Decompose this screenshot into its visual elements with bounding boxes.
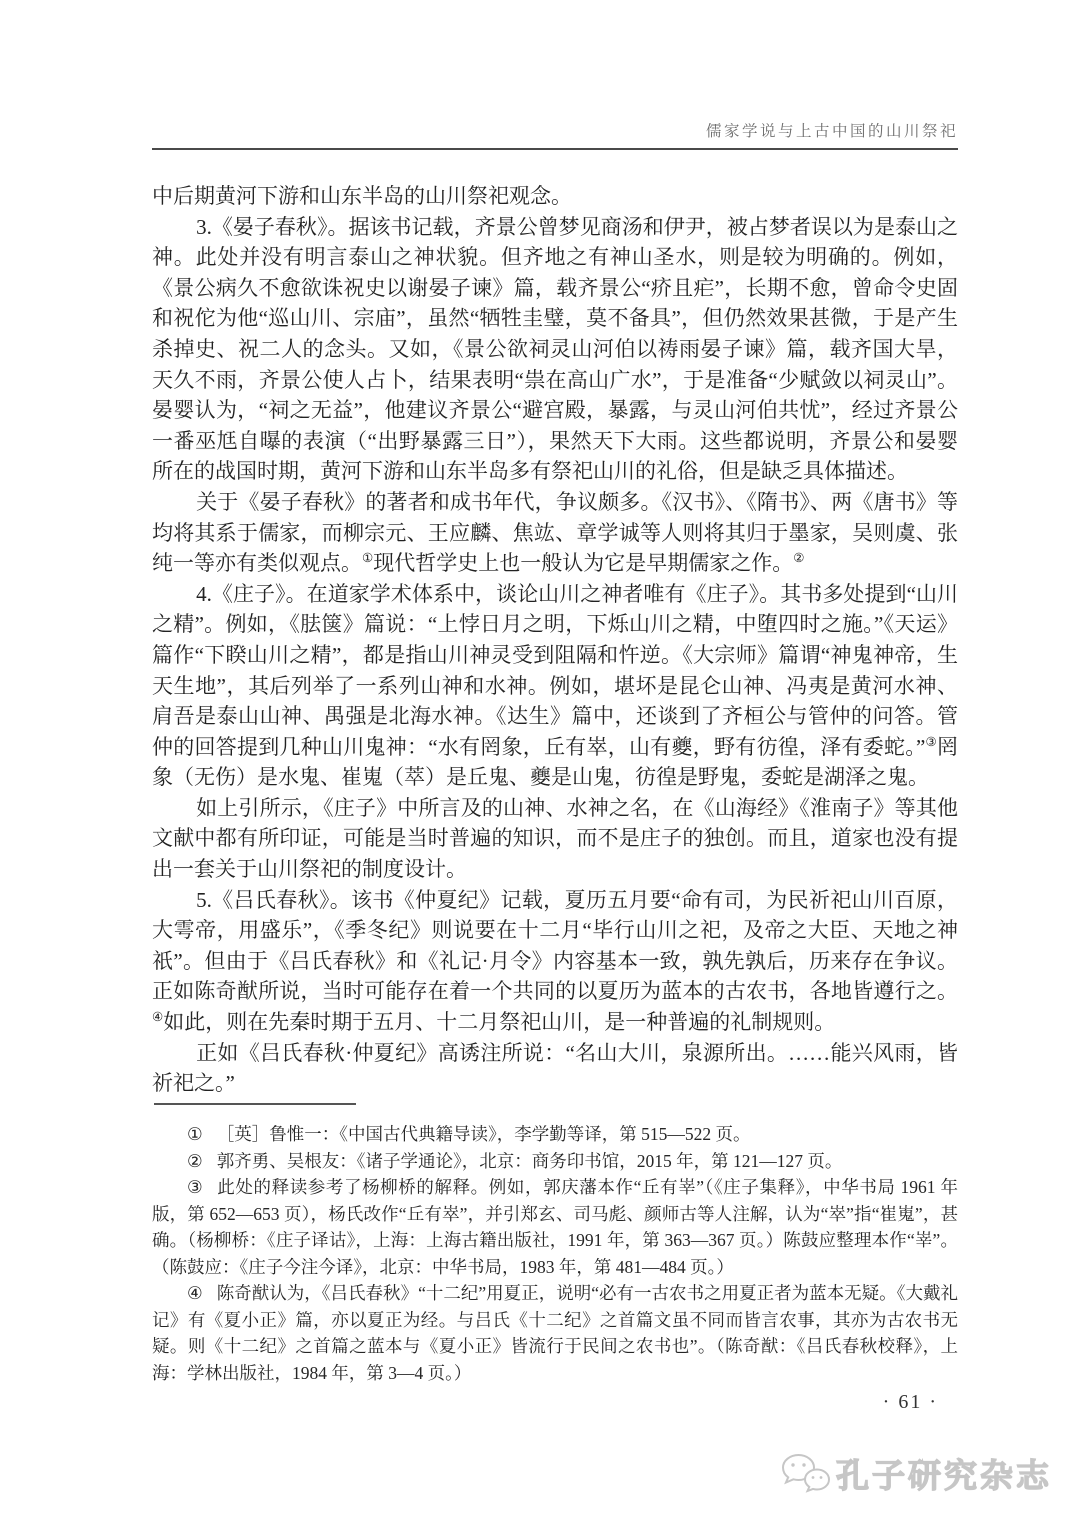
paragraph-zhuangzi-comment xyxy=(152,793,958,885)
paragraph-text: 如此，则在先秦时期于五月、十二月祭祀山川，是一种普遍的礼制规则。 xyxy=(163,1010,836,1035)
footnote-marker: ② xyxy=(187,1150,203,1171)
paragraph-text: 正如《吕氏春秋·仲夏纪》高诱注所说：“名山大川，泉源所出。……能兴风雨，皆祈祀之。” xyxy=(152,1040,958,1096)
paragraph-text: 关于《晏子春秋》的著者和成书年代，争议颇多。《汉书》、《隋书》、两《唐书》等均将其系于儒家，而柳宗元、王应麟、焦竑、章学诚等人则将其归于墨家，吴则虞、张纯一等亦有类似观点。 xyxy=(152,489,958,576)
footnote-ref-4: ④ xyxy=(152,1010,164,1025)
footnote-ref-1: ① xyxy=(362,551,374,566)
header-rule xyxy=(152,148,958,150)
footnote-2 xyxy=(152,1148,958,1175)
paragraph-zhuangzi xyxy=(152,579,958,793)
footnote-ref-2: ② xyxy=(793,551,805,566)
paragraph-yanzi-chunqiu xyxy=(152,212,958,487)
paragraph-text: 5.《吕氏春秋》。该书《仲夏纪》记载，夏历五月要“命有司，为民祈祀山川百原，大雩帝，用盛乐”，《季冬纪》则说要在十二月“毕行山川之祀，及帝之大臣、天地之神祇”。但由于《吕氏春秋》和《礼记·月令》内容基本一致，孰先孰后，历来存在争议。正如陈奇猷所说，当时可能存在着一个共同的以夏历为蓝本的古农书，各地皆遵行之。 xyxy=(152,887,958,1004)
footnote-marker: ④ xyxy=(187,1283,203,1303)
paragraph-text: 现代哲学史上也一般认为它是早期儒家之作。 xyxy=(373,551,794,576)
paragraph-text: 4.《庄子》。在道家学术体系中，谈论山川之神者唯有《庄子》。其书多处提到“山川之精”。例如，《胠箧》篇说：“上悖日月之明，下烁山川之精，中堕四时之施。”《天运》篇作“下睽山川之精”，都是指山川神灵受到阻隔和忤逆。《大宗师》篇谓“神鬼神帝，生天生地”，其后列举了一系列山神和水神。例如，堪坏是昆仑山神、冯夷是黄河水神、肩吾是泰山山神、禺强是北海水神。《达生》篇中，还谈到了齐桓公与管仲的问答。管仲的回答提到几种山川鬼神：“水有罔象，丘有崒，山有夔，野有彷徨，泽有委蛇。” xyxy=(152,581,958,759)
article-body xyxy=(152,181,958,1099)
footnote-1 xyxy=(152,1121,958,1148)
footnote-text: 此处的释读参考了杨柳桥的解释。例如，郭庆藩本作“丘有峷”（《庄子集释》，中华书局 1961 年版，第 652—653 页），杨氏改作“丘有崒”，并引郑玄、司马彪、颜师古等人注解，认为“崒”指“崔嵬”，甚确。（杨柳桥：《庄子译诂》，上海：上海古籍出版社，1991 年，第 363—367 页。）陈鼓应整理本作“峷”。（陈鼓应：《庄子今注今译》，北京：中华书局，1983 年，第 481—484 页。） xyxy=(152,1177,958,1277)
paragraph-continuation xyxy=(152,181,958,212)
wechat-icon xyxy=(780,1452,832,1496)
journal-watermark xyxy=(780,1450,1052,1497)
footnote-ref-3: ③ xyxy=(925,734,937,749)
footnotes-section xyxy=(152,1121,958,1386)
page-number: · 61 · xyxy=(882,1391,938,1413)
paragraph-text: 中后期黄河下游和山东半岛的山川祭祀观念。 xyxy=(152,184,572,208)
watermark-text: 孔子研究杂志 xyxy=(836,1459,1052,1495)
paragraph-text: 罔象（无伤）是水鬼、崔嵬（萃）是丘鬼、夔是山鬼，彷徨是野鬼，委蛇是湖泽之鬼。 xyxy=(152,734,958,790)
footnote-4 xyxy=(152,1280,958,1386)
footnote-marker: ③ xyxy=(187,1177,204,1197)
footnote-text: 郭齐勇、吴根友：《诸子学通论》，北京：商务印书馆，2015 年，第 121—127 页。 xyxy=(216,1150,843,1171)
footnote-text: 陈奇猷认为，《吕氏春秋》“十二纪”用夏正，说明“必有一古农书之用夏正者为蓝本无疑。《大戴礼记》有《夏小正》篇，亦以夏正为经。与吕氏《十二纪》之首篇文虽不同而皆言农事，其亦为古农书无疑。则《十二纪》之首篇之蓝本与《夏小正》皆流行于民间之农书也”。（陈奇猷：《吕氏春秋校释》，上海：学林出版社，1984 年，第 3—4 页。） xyxy=(152,1283,958,1383)
paragraph-text: 如上引所示，《庄子》中所言及的山神、水神之名，在《山海经》《淮南子》等其他文献中都有所印证，可能是当时普遍的知识，而不是庄子的独创。而且，道家也没有提出一套关于山川祭祀的制度设计。 xyxy=(152,795,958,882)
paragraph-gaoyou-note xyxy=(152,1038,958,1099)
footnote-3 xyxy=(152,1174,958,1280)
footnote-rule xyxy=(154,1103,356,1105)
paragraph-yanzi-authorship xyxy=(152,487,958,579)
paragraph-lvshi-chunqiu xyxy=(152,885,958,1038)
footnote-marker: ① xyxy=(187,1124,203,1144)
paragraph-text: 3.《晏子春秋》。据该书记载，齐景公曾梦见商汤和伊尹，被占梦者误以为是泰山之神。此处并没有明言泰山之神状貌。但齐地之有神山圣水，则是较为明确的。例如，《景公病久不愈欲诛祝史以谢晏子谏》篇，载齐景公“疥且疟”，长期不愈，曾命令史固和祝佗为他“巡山川、宗庙”，虽然“牺牲圭璧，莫不备具”，但仍然效果甚微，于是产生杀掉史、祝二人的念头。又如，《景公欲祠灵山河伯以祷雨晏子谏》篇，载齐国大旱，天久不雨，齐景公使人占卜，结果表明“祟在高山广水”，于是准备“少赋敛以祠灵山”。晏婴认为，“祠之无益”，他建议齐景公“避宫殿，暴露，与灵山河伯共忧”，经过齐景公一番巫尪自曝的表演（“出野暴露三日”），果然天下大雨。这些都说明，齐景公和晏婴所在的战国时期，黄河下游和山东半岛多有祭祀山川的礼俗，但是缺乏具体描述。 xyxy=(152,214,958,484)
footnote-text: ［英］鲁惟一：《中国古代典籍导读》，李学勤等译，第 515—522 页。 xyxy=(216,1124,751,1144)
running-head: 儒家学说与上古中国的山川祭祀 xyxy=(705,123,958,140)
